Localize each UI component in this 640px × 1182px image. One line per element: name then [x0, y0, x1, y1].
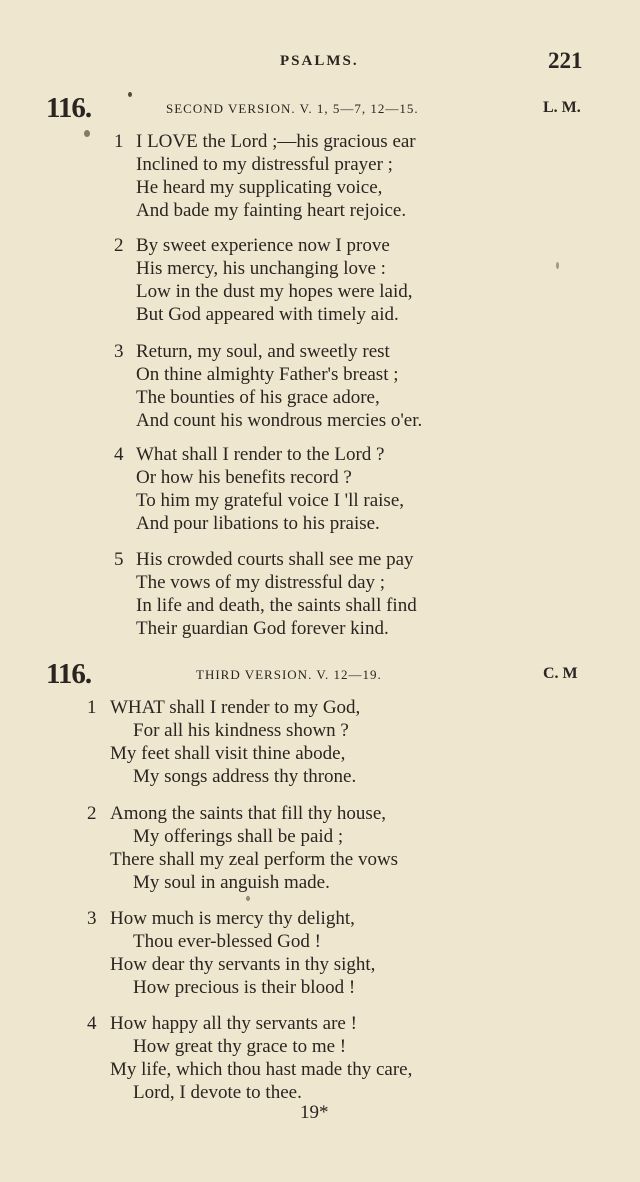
stanza-line: My soul in anguish made. — [133, 872, 330, 893]
hymn-version: THIRD VERSION. V. 12—19. — [196, 667, 382, 682]
stanza-line: Return, my soul, and sweetly rest — [136, 341, 390, 362]
hymn-version: SECOND VERSION. V. 1, 5—7, 12—15. — [166, 101, 419, 116]
stanza-line: His mercy, his unchanging love : — [136, 258, 386, 279]
stanza-line: My life, which thou hast made thy care, — [110, 1059, 413, 1080]
stanza-number: 4 — [114, 444, 124, 465]
stanza-number: 2 — [87, 803, 97, 824]
stanza-line: My songs address thy throne. — [133, 766, 357, 787]
stanza-line: And pour libations to his praise. — [136, 513, 380, 534]
hymn-number: 116. — [46, 658, 92, 690]
stanza-line: Their guardian God forever kind. — [136, 618, 389, 639]
stanza-line: In life and death, the saints shall find — [136, 595, 417, 616]
stanza-line: To him my grateful voice I 'll raise, — [136, 490, 405, 511]
stanza-line: My offerings shall be paid ; — [133, 826, 344, 847]
stanza-line: How happy all thy servants are ! — [110, 1013, 357, 1034]
signature-mark: 19* — [300, 1102, 329, 1123]
stanza-number: 1 — [87, 697, 97, 718]
stanza-number: 1 — [114, 131, 124, 152]
stanza-line: And count his wondrous mercies o'er. — [136, 410, 423, 431]
stanza-line: Among the saints that fill thy house, — [110, 803, 387, 824]
stanza-line: The bounties of his grace adore, — [136, 387, 380, 408]
ink-speck — [246, 896, 250, 901]
stanza-line: For all his kindness shown ? — [133, 720, 349, 741]
stanza-line: By sweet experience now I prove — [136, 235, 390, 256]
hymn-header-third-version — [0, 658, 640, 690]
stanza-line: Thou ever-blessed God ! — [133, 931, 321, 952]
stanza-line: How much is mercy thy delight, — [110, 908, 355, 929]
stanza-line: And bade my fainting heart rejoice. — [136, 200, 407, 221]
stanza-line: He heard my supplicating voice, — [136, 177, 383, 198]
stanza-number: 3 — [87, 908, 97, 929]
stanza-number: 3 — [114, 341, 124, 362]
stanza-line: WHAT shall I render to my God, — [110, 697, 361, 718]
stanza-line: How dear thy servants in thy sight, — [110, 954, 376, 975]
stanza-line: My feet shall visit thine abode, — [110, 743, 346, 764]
stanza-line: But God appeared with timely aid. — [136, 304, 399, 325]
page-number: 221 — [548, 48, 583, 73]
ink-speck — [84, 130, 90, 137]
stanza-line: There shall my zeal perform the vows — [110, 849, 399, 870]
stanza-line: Inclined to my distressful prayer ; — [136, 154, 393, 175]
stanza-line: Lord, I devote to thee. — [133, 1082, 302, 1103]
stanza-line: His crowded courts shall see me pay — [136, 549, 414, 570]
stanza-number: 5 — [114, 549, 124, 570]
stanza-line: Or how his benefits record ? — [136, 467, 352, 488]
ink-speck — [128, 92, 132, 97]
hymn-meter: C. M — [543, 665, 578, 682]
stanza-number: 2 — [114, 235, 124, 256]
running-title: PSALMS. — [280, 53, 359, 69]
stanza-line: What shall I render to the Lord ? — [136, 444, 385, 465]
hymn-number: 116. — [46, 92, 92, 124]
stanza-line: I LOVE the Lord ;—his gracious ear — [136, 131, 416, 152]
ink-speck — [556, 262, 559, 269]
hymn-header-second-version — [0, 92, 640, 124]
stanza-line: The vows of my distressful day ; — [136, 572, 386, 593]
stanza-line: Low in the dust my hopes were laid, — [136, 281, 413, 302]
hymn-meter: L. M. — [543, 99, 581, 116]
running-head — [0, 50, 640, 74]
stanza-line: On thine almighty Father's breast ; — [136, 364, 399, 385]
stanza-line: How great thy grace to me ! — [133, 1036, 347, 1057]
stanza-line: How precious is their blood ! — [133, 977, 356, 998]
stanza-number: 4 — [87, 1013, 97, 1034]
